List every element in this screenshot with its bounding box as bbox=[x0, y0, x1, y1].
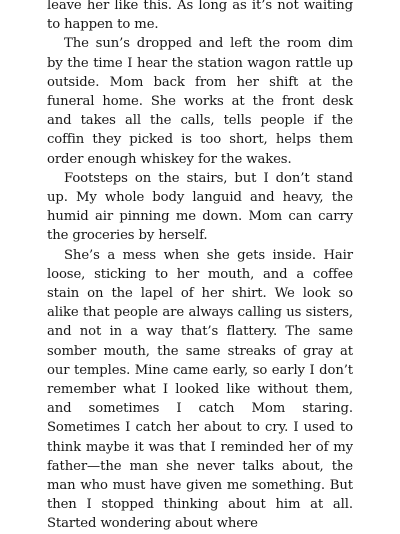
paragraph-continued: leave her like this. As long as it’s not waiting to happen to me. bbox=[47, 0, 353, 33]
paragraph-mom-mess: She’s a mess when she gets inside. Hair loose, sticking to her mouth, and a coffee stain on the lapel of her shirt. We look so alike that people are always calling us sisters, and not in a way that’s flattery. The same somber mouth, the same streaks of gray at our temples. Mine came early, so early I don’t remember what I looked like without them, and sometimes I catch Mom staring. Sometimes I catch her about to cry. I used to think maybe it was that I reminded her of my father—the man she never talks about, the man who must have given me something. But then I stopped thinking about him at all. Started wondering about where bbox=[47, 247, 353, 532]
paragraph-footsteps: Footsteps on the stairs, but I don’t stand up. My whole body languid and heavy, the humid air pinning me down. Mom can carry the groceries by herself. bbox=[47, 170, 353, 244]
paragraph-sun-dropped: The sun’s dropped and left the room dim by the time I hear the station wagon rattle up outside. Mom back from her shift at the funeral home. She works at the front desk and takes all the calls, tells people if the coffin they picked is too short, helps them order enough whiskey for the wakes. bbox=[47, 36, 353, 167]
body-text bbox=[47, 0, 353, 534]
